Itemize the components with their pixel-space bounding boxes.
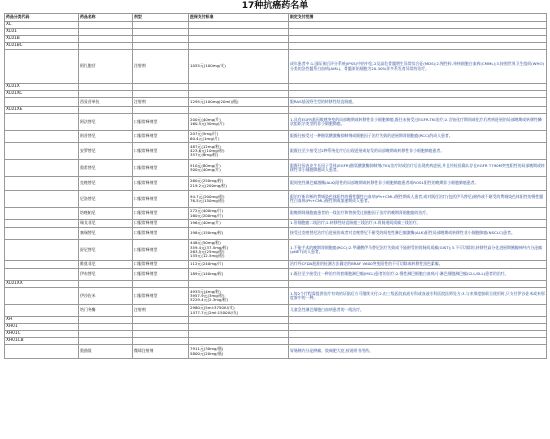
payment-scope: 限既往接受过一种酪氨酸激酶抑制剂或细胞因子治疗失败的进展期肾细胞癌(RCC)的成人患者。 [289,131,547,143]
payment-scope: 限晚期肾细胞癌患者的一线治疗和曾接受过细胞因子治疗的晚期肾细胞癌的治疗。 [289,208,547,220]
price-line: 2980元(5ml:3750IU/支) [190,305,235,311]
category-code: XL01XX [5,281,79,288]
payment-scope: 1.不能手术的晚期肾细胞癌(RCC);2.甲磺酸伊马替尼治疗失败或不能耐受的胃肠间质瘤(GIST);3.不可切除的,转移性高分化进展期胰腺神经内分泌瘤(pNET)成人患者。 [289,240,547,261]
empty-cell [79,29,133,36]
category-row [5,84,547,91]
empty-cell [79,331,133,338]
header-code: 药品分类代码 [5,14,79,22]
payment-standard [189,208,289,220]
price-line: 60.4元(1mg/片) [190,135,220,141]
dosage-form: 口服常释剂型 [133,114,189,131]
price-line: 198元(150mg/粒) [190,230,224,236]
empty-cell [133,29,189,36]
dosage-form: 口服常释剂型 [133,261,189,269]
empty-cell [79,91,133,98]
price-line: 94.7元(200mg/粒) [190,193,225,199]
empty-cell [5,240,79,261]
empty-cell [5,143,79,160]
drug-row [5,305,547,317]
empty-cell [5,50,79,84]
category-row [5,331,547,338]
empty-cell [289,22,547,29]
dosage-form: 注射剂 [133,305,189,317]
category-code: XL [5,22,79,29]
payment-scope: 限间变性淋巴瘤激酶(ALK)阳性的局部晚期或转移性非小细胞肺癌患者或ROS1阳性的晚期非小细胞肺癌患者。 [289,177,547,191]
empty-cell [289,281,547,288]
category-code: XH01CB [5,338,79,345]
price-line: 219.2元(200mg/粒) [190,182,227,188]
empty-cell [79,22,133,29]
drug-row [5,143,547,160]
drug-row [5,131,547,143]
drug-row [5,345,547,359]
drug-name: 瑞戈非尼 [79,220,133,228]
price-line: 359.4元(37.5mg/粒) [190,244,229,250]
drug-name: 奥曲肽 [79,345,133,359]
empty-cell [5,114,79,131]
payment-scope: 限既往至少接受过2种系统化疗后出现进展或复发的局部晚期或转移性非小细胞肺癌患者。 [289,143,547,160]
empty-cell [189,91,289,98]
payment-standard [189,269,289,281]
payment-standard [189,305,289,317]
category-code: XL01XC [5,91,79,98]
drug-name: 阿昔替尼 [79,131,133,143]
dosage-form: 口服常释剂型 [133,228,189,240]
empty-cell [133,281,189,288]
price-line: 260元(250mg/粒) [190,178,224,184]
price-line: 3229.4元(2.3mg/粒) [190,297,229,303]
table-body [5,22,547,359]
price-line: 112元(240mg/片) [190,261,224,267]
category-row [5,107,547,114]
category-row [5,324,547,331]
empty-cell [133,331,189,338]
price-line: 189元(140mg/粒) [190,271,224,277]
header-scope: 限定支付范围 [289,14,547,22]
drug-row [5,269,547,281]
drug-row [5,220,547,228]
payment-standard [189,261,289,269]
price-line: 160元(200mg/片) [190,212,224,218]
category-row [5,29,547,36]
empty-cell [133,338,189,345]
dosage-form: 口服常释剂型 [133,160,189,177]
header-name: 药品名称 [79,14,133,22]
payment-scope: 胃肠胰内分泌肿瘤、肢端肥大症,按说明书用药。 [289,345,547,359]
price-line: 300元(40mg/片) [190,167,221,172]
category-row [5,91,547,98]
price-line: 3957.9元(3mg/粒) [190,292,225,298]
empty-cell [189,317,289,324]
category-code: XH [5,317,79,324]
payment-standard [189,220,289,228]
drug-row [5,160,547,177]
price-line: 1295元(100mg(20ml)/瓶) [190,98,239,104]
dosage-form: 口服常释剂型 [133,208,189,220]
payment-scope: 限既往因表皮生长因子受体(EGFR)酪氨酸激酶抑制剂(TKI)治疗时或治疗后出现疾病进展,并且经检验确认存在EGFR T790M突变阳性的局部晚期或转移性非小细胞肺癌成人患者。 [289,160,547,177]
payment-scope: 1.具有EGFR基因敏感突变的局部晚期或转移性非小细胞肺癌,既往未接受过EGFR-TKI治疗;2.含铂化疗期间或化疗后疾病进展的局部晚期或转移性鳞状组织学类型的非小细胞肺癌。 [289,114,547,131]
empty-cell [5,220,79,228]
payment-standard [189,240,289,261]
drug-name: 阿扎胞苷 [79,50,133,84]
empty-cell [5,191,79,208]
payment-standard [189,131,289,143]
empty-cell [133,91,189,98]
dosage-form: 注射剂 [133,98,189,107]
price-line: 263.5元(25mg/粒) [190,249,225,254]
empty-cell [5,160,79,177]
empty-cell [79,281,133,288]
empty-cell [5,228,79,240]
payment-scope: 接受过克唑替尼治疗后进展的或者对克唑替尼不耐受的间变性淋巴瘤激酶(ALK)阳性局部晚期或转移性非小细胞肺癌(NSCLC)患者。 [289,228,547,240]
empty-cell [133,36,189,43]
drug-row [5,98,547,107]
empty-cell [133,317,189,324]
empty-cell [133,43,189,50]
drug-name: 维莫非尼 [79,261,133,269]
dosage-form: 微球注射剂 [133,345,189,359]
empty-cell [79,36,133,43]
drug-row [5,50,547,84]
empty-cell [289,84,547,91]
page-title: 17种抗癌药名单 [241,1,309,11]
payment-standard [189,177,289,191]
category-code: XL01B [5,36,79,43]
drug-row [5,228,547,240]
payment-standard [189,143,289,160]
dosage-form: 口服常释剂型 [133,131,189,143]
payment-scope: 限治疗新诊断的费城染色体阳性的慢性髓性白血病(Ph+CML)慢性期成人患者,或对既往治疗(包括伊马替尼)耐药或不耐受的费城染色体阳性的慢性髓性白血病(Ph+CML)慢性期或加速期成人患者。 [289,191,547,208]
payment-standard [189,191,289,208]
drug-row [5,208,547,220]
payment-scope: 限RAS基因野生型的转移性结直肠癌。 [289,98,547,107]
empty-cell [133,107,189,114]
empty-cell [5,288,79,305]
price-line: 423.6元(10mg/粒) [190,147,225,153]
price-line: 510元(80mg/片) [190,162,221,168]
drug-row [5,177,547,191]
header-form: 剂型 [133,14,189,22]
header-row [5,14,547,22]
empty-cell [289,331,547,338]
empty-cell [289,43,547,50]
price-line: 7911元(30mg/瓶) [190,346,224,352]
dosage-form: 口服常释剂型 [133,177,189,191]
price-line: 207元(5mg/片) [190,131,219,137]
price-line: 76.5元(150mg/粒) [190,198,225,203]
price-line: 487元(12mg/粒) [190,143,221,149]
drug-row [5,288,547,305]
drug-row [5,191,547,208]
empty-cell [133,22,189,29]
category-row [5,36,547,43]
empty-cell [79,317,133,324]
dosage-form: 口服常释剂型 [133,240,189,261]
payment-scope: 儿童急性淋巴细胞白血病患者的一线治疗。 [289,305,547,317]
dosage-form: 口服常释剂型 [133,288,189,305]
empty-cell [189,43,289,50]
empty-cell [79,324,133,331]
drug-row [5,240,547,261]
category-row [5,43,547,50]
price-line: 196元(40mg/片) [190,220,221,226]
empty-cell [189,331,289,338]
drug-row [5,261,547,269]
dosage-form: 口服常释剂型 [133,191,189,208]
payment-standard [189,50,289,84]
category-row [5,281,547,288]
empty-cell [289,324,547,331]
empty-cell [189,324,289,331]
category-code: XL01 [5,29,79,36]
payment-standard [189,228,289,240]
drug-row [5,114,547,131]
empty-cell [5,269,79,281]
dosage-form: 口服常释剂型 [133,220,189,228]
payment-scope: 治疗经CFDA批准的检测方法确定的BRAF V600突变阳性的不可切除或转移性黑色素瘤。 [289,261,547,269]
empty-cell [289,36,547,43]
empty-cell [5,208,79,220]
dosage-form: 注射剂 [133,50,189,84]
drug-name: 阿法替尼 [79,114,133,131]
empty-cell [79,338,133,345]
price-line: 155元(12.5mg/粒) [190,253,225,259]
category-code: XL01X [5,84,79,91]
empty-cell [289,107,547,114]
empty-cell [79,107,133,114]
drug-name: 伊布替尼 [79,269,133,281]
drug-name: 伊沙佐米 [79,288,133,305]
price-line: 4933元(4mg/粒) [190,288,221,294]
price-line: 1055元(100mg/支) [190,63,226,69]
payment-standard [189,98,289,107]
drug-name: 塞瑞替尼 [79,228,133,240]
price-line: 448元(50mg/粒) [190,240,221,246]
price-line: 160.5元(30mg/片) [190,121,225,126]
payment-scope: 成年患者中:1.国际预后评分系统(IPSS)中的中危-2及高危骨髓增生异常综合征(MDS);2.慢性粒-单核细胞白血病(CMML);3.按照世界卫生组织(WHO)分类的急性髓系白血病(AML)、骨髓原始细胞为20-30%伴多系发育异常的治疗。 [289,50,547,84]
empty-cell [189,84,289,91]
drug-name: 西妥昔单抗 [79,98,133,107]
empty-cell [79,84,133,91]
payment-standard [189,160,289,177]
empty-cell [5,261,79,269]
drug-name: 安罗替尼 [79,143,133,160]
empty-cell [189,338,289,345]
empty-cell [189,29,289,36]
dosage-form: 口服常释剂型 [133,143,189,160]
price-line: 1477.7元(2ml:1500IU/支) [190,309,239,315]
payment-scope: 1.每2个疗程需提供治疗有效的证据后方可继续支付;2.由三级医院血液专科或血液专科医院医师处方;3.与来那度胺联合使用时,只支付伊沙佐米或来那度胺中的一种。 [289,288,547,305]
price-line: 357元(8mg/粒) [190,152,219,158]
payment-scope: 1.肝细胞癌二线治疗;2.转移性结直肠癌三线治疗;3.胃肠道间质瘤三线治疗。 [289,220,547,228]
price-line: 200元(40mg/片) [190,116,221,122]
empty-cell [5,98,79,107]
payment-standard [189,288,289,305]
drug-name: 奥希替尼 [79,160,133,177]
empty-cell [289,317,547,324]
empty-cell [5,131,79,143]
empty-cell [189,22,289,29]
payment-scope: 1.既往至少接受过一种治疗的套细胞淋巴瘤(MCL)患者的治疗;2.慢性淋巴细胞白血病/小淋巴细胞淋巴瘤(CLL/SLL)患者的治疗。 [289,269,547,281]
empty-cell [5,177,79,191]
category-row [5,22,547,29]
drug-name: 舒尼替尼 [79,240,133,261]
drug-name: 尼洛替尼 [79,191,133,208]
empty-cell [5,305,79,317]
drug-table [4,13,547,359]
category-code: XL01XE [5,107,79,114]
empty-cell [189,107,289,114]
empty-cell [79,43,133,50]
category-code: XL01BC [5,43,79,50]
category-code: XH01 [5,324,79,331]
payment-standard [189,345,289,359]
empty-cell [133,324,189,331]
drug-name: 培门冬酶 [79,305,133,317]
dosage-form: 口服常释剂型 [133,269,189,281]
empty-cell [189,36,289,43]
empty-cell [289,29,547,36]
category-code: XH01C [5,331,79,338]
empty-cell [189,281,289,288]
drug-name: 克唑替尼 [79,177,133,191]
empty-cell [133,84,189,91]
price-line: 272元(400mg/片) [190,208,224,214]
category-row [5,317,547,324]
empty-cell [289,91,547,98]
price-line: 5800元(20mg/瓶) [190,350,224,356]
drug-name: 培唑帕尼 [79,208,133,220]
empty-cell [5,345,79,359]
payment-standard [189,114,289,131]
empty-cell [289,338,547,345]
category-row [5,338,547,345]
header-price: 医保支付标准 [189,14,289,22]
